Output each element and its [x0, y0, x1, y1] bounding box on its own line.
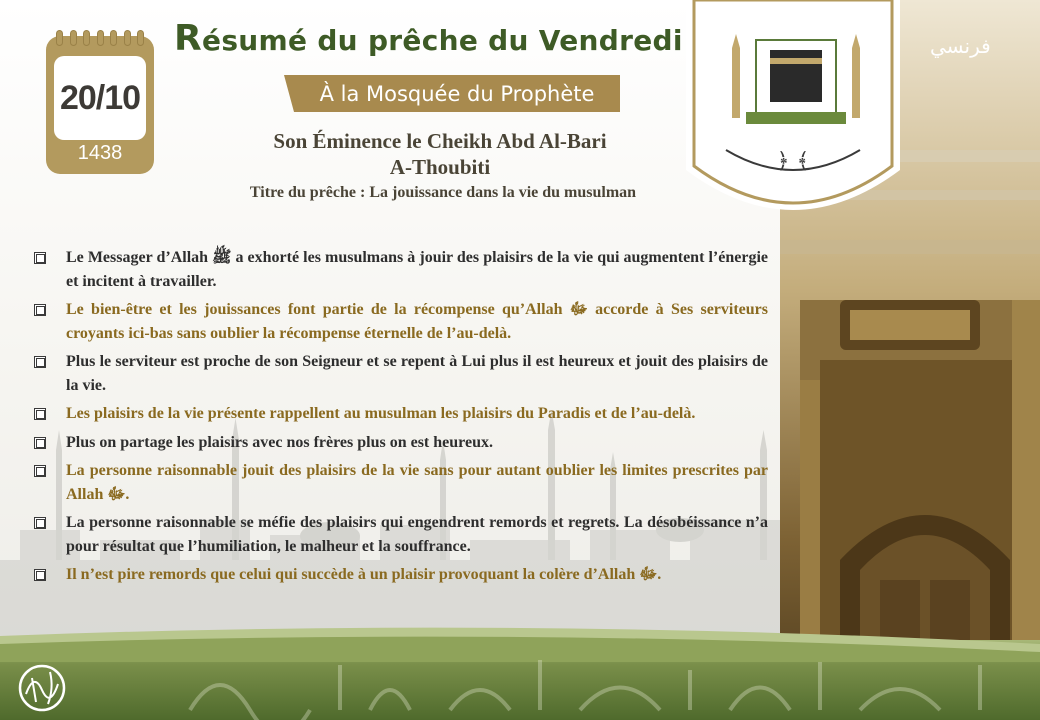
speaker-line-2: A-Thoubiti [389, 155, 491, 179]
language-label: فرنسي [930, 34, 991, 58]
svg-text:﴿ ﴾: ﴿ ﴾ [776, 149, 810, 174]
list-item: Plus le serviteur est proche de son Seigneur et se repent à Lui plus il est heureux et jouit des plaisirs de la vie. [32, 350, 768, 397]
calligraphy-signature-icon [12, 658, 72, 714]
list-item: Le Messager d’Allah ﷺ a exhorté les musulmans à jouir des plaisirs de la vie qui augmentent l’énergie et incitent à travailler. [32, 246, 768, 293]
page-title-rest: ésumé du prêche du Vendredi [202, 24, 683, 57]
mosque-logo-icon [686, 0, 900, 230]
sermon-title: Titre du prêche : La jouissance dans la vie du musulman [249, 184, 637, 201]
checkbox-bullet-icon [34, 437, 46, 449]
calendar-date-box [54, 56, 146, 140]
summary-list [32, 246, 768, 592]
checkbox-bullet-icon [34, 465, 46, 477]
calendar-rings-icon [56, 30, 144, 46]
calligraphy-pattern-icon [180, 650, 1040, 720]
checkbox-bullet-icon [34, 252, 46, 264]
checkbox-bullet-icon [34, 356, 46, 368]
list-item: La personne raisonnable se méfie des plaisirs qui engendrent remords et regrets. La désobéissance n’a pour résultat que l’humiliation, le malheur et la souffrance. [32, 511, 768, 558]
date-calendar [46, 36, 154, 174]
checkbox-bullet-icon [34, 408, 46, 420]
speaker-name [200, 128, 680, 180]
list-item: La personne raisonnable jouit des plaisirs de la vie sans pour autant oublier les limites prescrites par Allah ﷻ. [32, 459, 768, 506]
speaker-line-1: Son Éminence le Cheikh Abd Al-Bari [273, 129, 607, 153]
checkbox-bullet-icon [34, 517, 46, 529]
list-item: Les plaisirs de la vie présente rappellent au musulman les plaisirs du Paradis et de l’au-delà. [32, 402, 768, 426]
list-item: Il n’est pire remords que celui qui succède à un plaisir provoquant la colère d’Allah ﷻ. [32, 563, 768, 587]
page-title [174, 18, 683, 59]
calendar-year: 1438 [77, 142, 123, 164]
subtitle-banner: À la Mosquée du Prophète [294, 75, 620, 112]
checkbox-bullet-icon [34, 304, 46, 316]
checkbox-bullet-icon [34, 569, 46, 581]
page-title-initial: R [174, 18, 203, 59]
list-item: Le bien-être et les jouissances font partie de la récompense qu’Allah ﷻ accorde à Ses serviteurs croyants ici-bas sans oublier la récompense éternelle de l’au-delà. [32, 298, 768, 345]
calendar-date: 20/10 [59, 78, 141, 117]
list-item: Plus on partage les plaisirs avec nos frères plus on est heureux. [32, 431, 768, 455]
